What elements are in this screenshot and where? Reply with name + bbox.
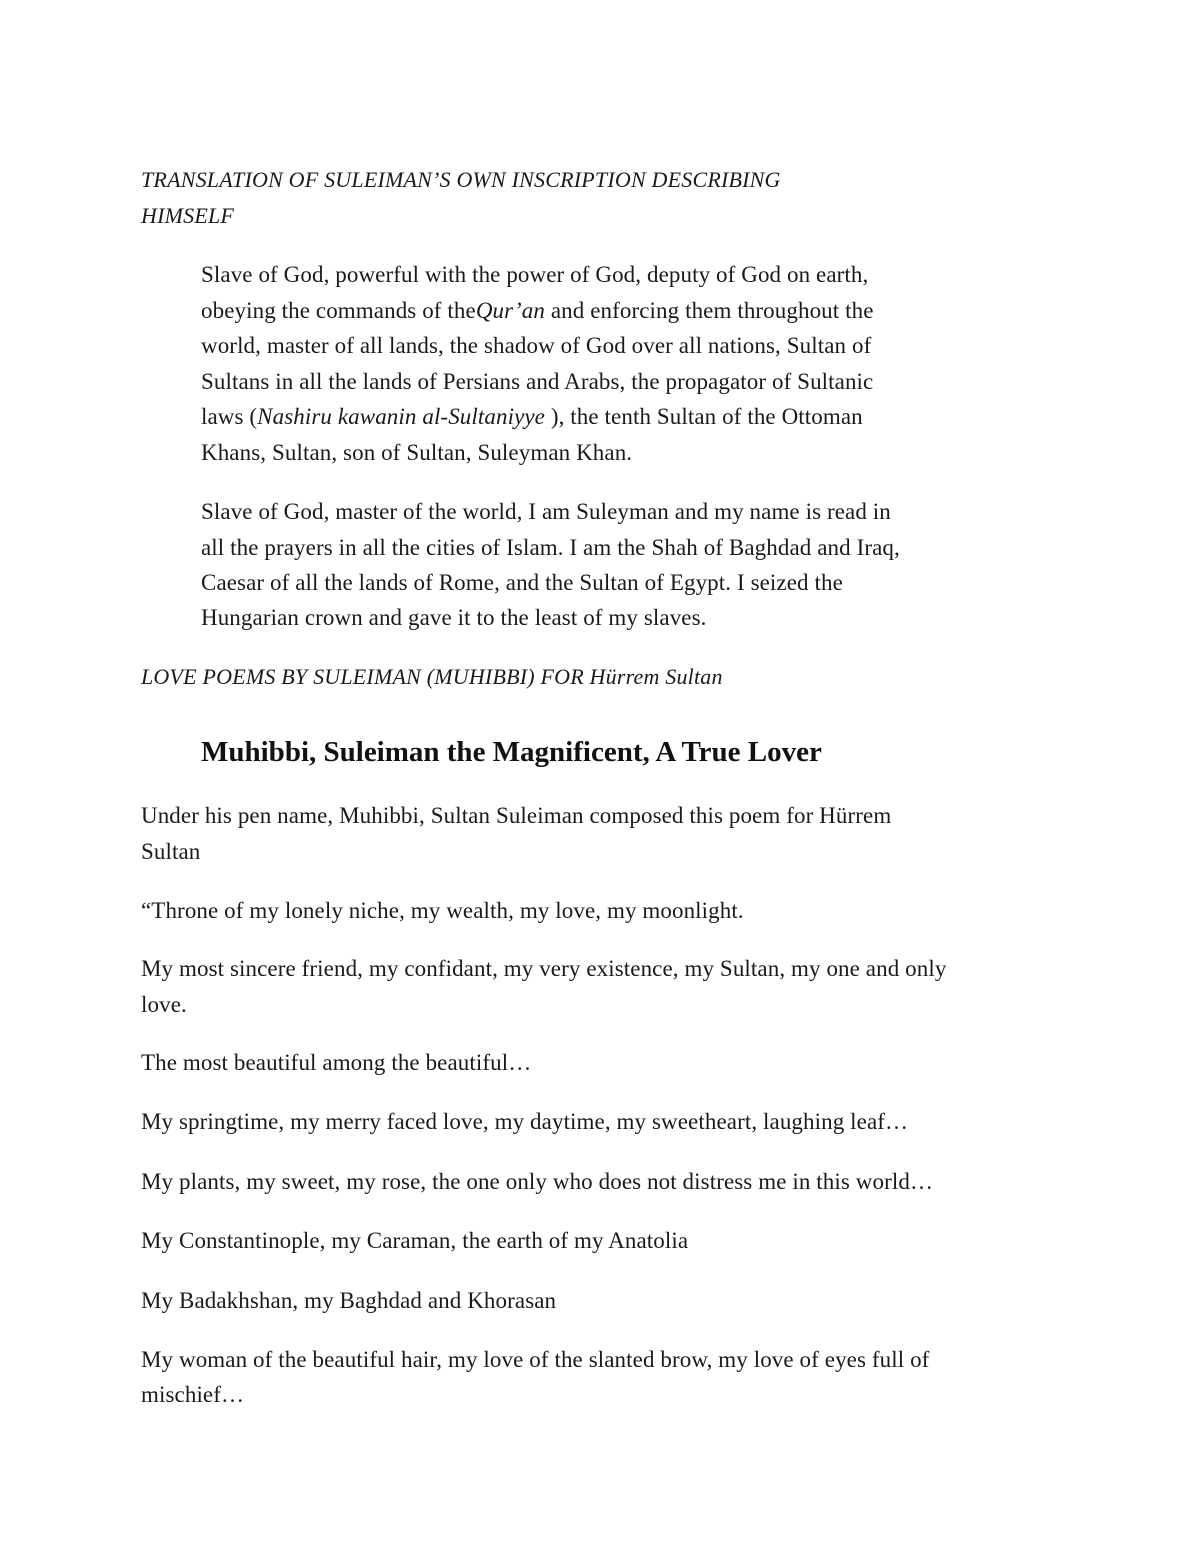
inscription-1-line-3: world, master of all lands, the shadow of God over all nations, Sultan of (201, 333, 872, 358)
nashiru-italic: Nashiru kawanin al-Sultaniyye (257, 404, 545, 429)
inscription-2-line-4: Hungarian crown and gave it to the least of my slaves. (201, 605, 707, 630)
poem-line-7: My Badakhshan, my Baghdad and Khorasan (141, 1288, 557, 1313)
quran-italic: Qur’an (475, 298, 545, 323)
section-title-love-poems: LOVE POEMS BY SULEIMAN (MUHIBBI) FOR Hürrem Sultan (141, 664, 723, 689)
page-heading: Muhibbi, Suleiman the Magnificent, A True Lover (201, 736, 822, 768)
poem-line-6: My Constantinople, my Caraman, the earth of my Anatolia (141, 1228, 689, 1253)
poem-line-5: My plants, my sweet, my rose, the one only who does not distress me in this world… (141, 1169, 934, 1194)
inscription-1-line-1: Slave of God, powerful with the power of God, deputy of God on earth, (201, 262, 869, 287)
inscription-2-line-3: Caesar of all the lands of Rome, and the Sultan of Egypt. I seized the (201, 570, 843, 595)
inscription-2-line-1: Slave of God, master of the world, I am Suleyman and my name is read in (201, 499, 891, 524)
inscription-1-line-6: Khans, Sultan, son of Sultan, Suleyman Khan. (201, 440, 633, 465)
inscription-1-line-4: Sultans in all the lands of Persians and Arabs, the propagator of Sultanic (201, 369, 874, 394)
section-title-inscription-line-2: HIMSELF (141, 203, 235, 228)
intro-line-1: Under his pen name, Muhibbi, Sultan Suleiman composed this poem for Hürrem (141, 803, 892, 828)
poem-line-8b: mischief… (141, 1382, 245, 1407)
inscription-2-line-2: all the prayers in all the cities of Islam. I am the Shah of Baghdad and Iraq, (201, 535, 900, 560)
inscription-1-line-2-start: obeying the commands of the (201, 298, 476, 323)
inscription-1-line-2-end: and enforcing them throughout the (545, 298, 874, 323)
poem-line-2b: love. (141, 992, 187, 1017)
inscription-1-line-5-end: ), the tenth Sultan of the Ottoman (545, 404, 863, 429)
section-title-inscription-line-1: TRANSLATION OF SULEIMAN’S OWN INSCRIPTION DESCRIBING (141, 167, 781, 192)
inscription-1-line-2 (201, 297, 874, 325)
poem-line-3: The most beautiful among the beautiful… (141, 1050, 532, 1075)
inscription-1-line-5 (201, 403, 863, 431)
poem-line-2a: My most sincere friend, my confidant, my very existence, my Sultan, my one and only (141, 956, 947, 981)
poem-line-1: “Throne of my lonely niche, my wealth, my love, my moonlight. (141, 898, 744, 923)
intro-line-2: Sultan (141, 839, 201, 864)
poem-line-8a: My woman of the beautiful hair, my love of the slanted brow, my love of eyes full of (141, 1347, 930, 1372)
poem-line-4: My springtime, my merry faced love, my daytime, my sweetheart, laughing leaf… (141, 1109, 909, 1134)
inscription-1-line-5-start: laws ( (201, 404, 258, 429)
